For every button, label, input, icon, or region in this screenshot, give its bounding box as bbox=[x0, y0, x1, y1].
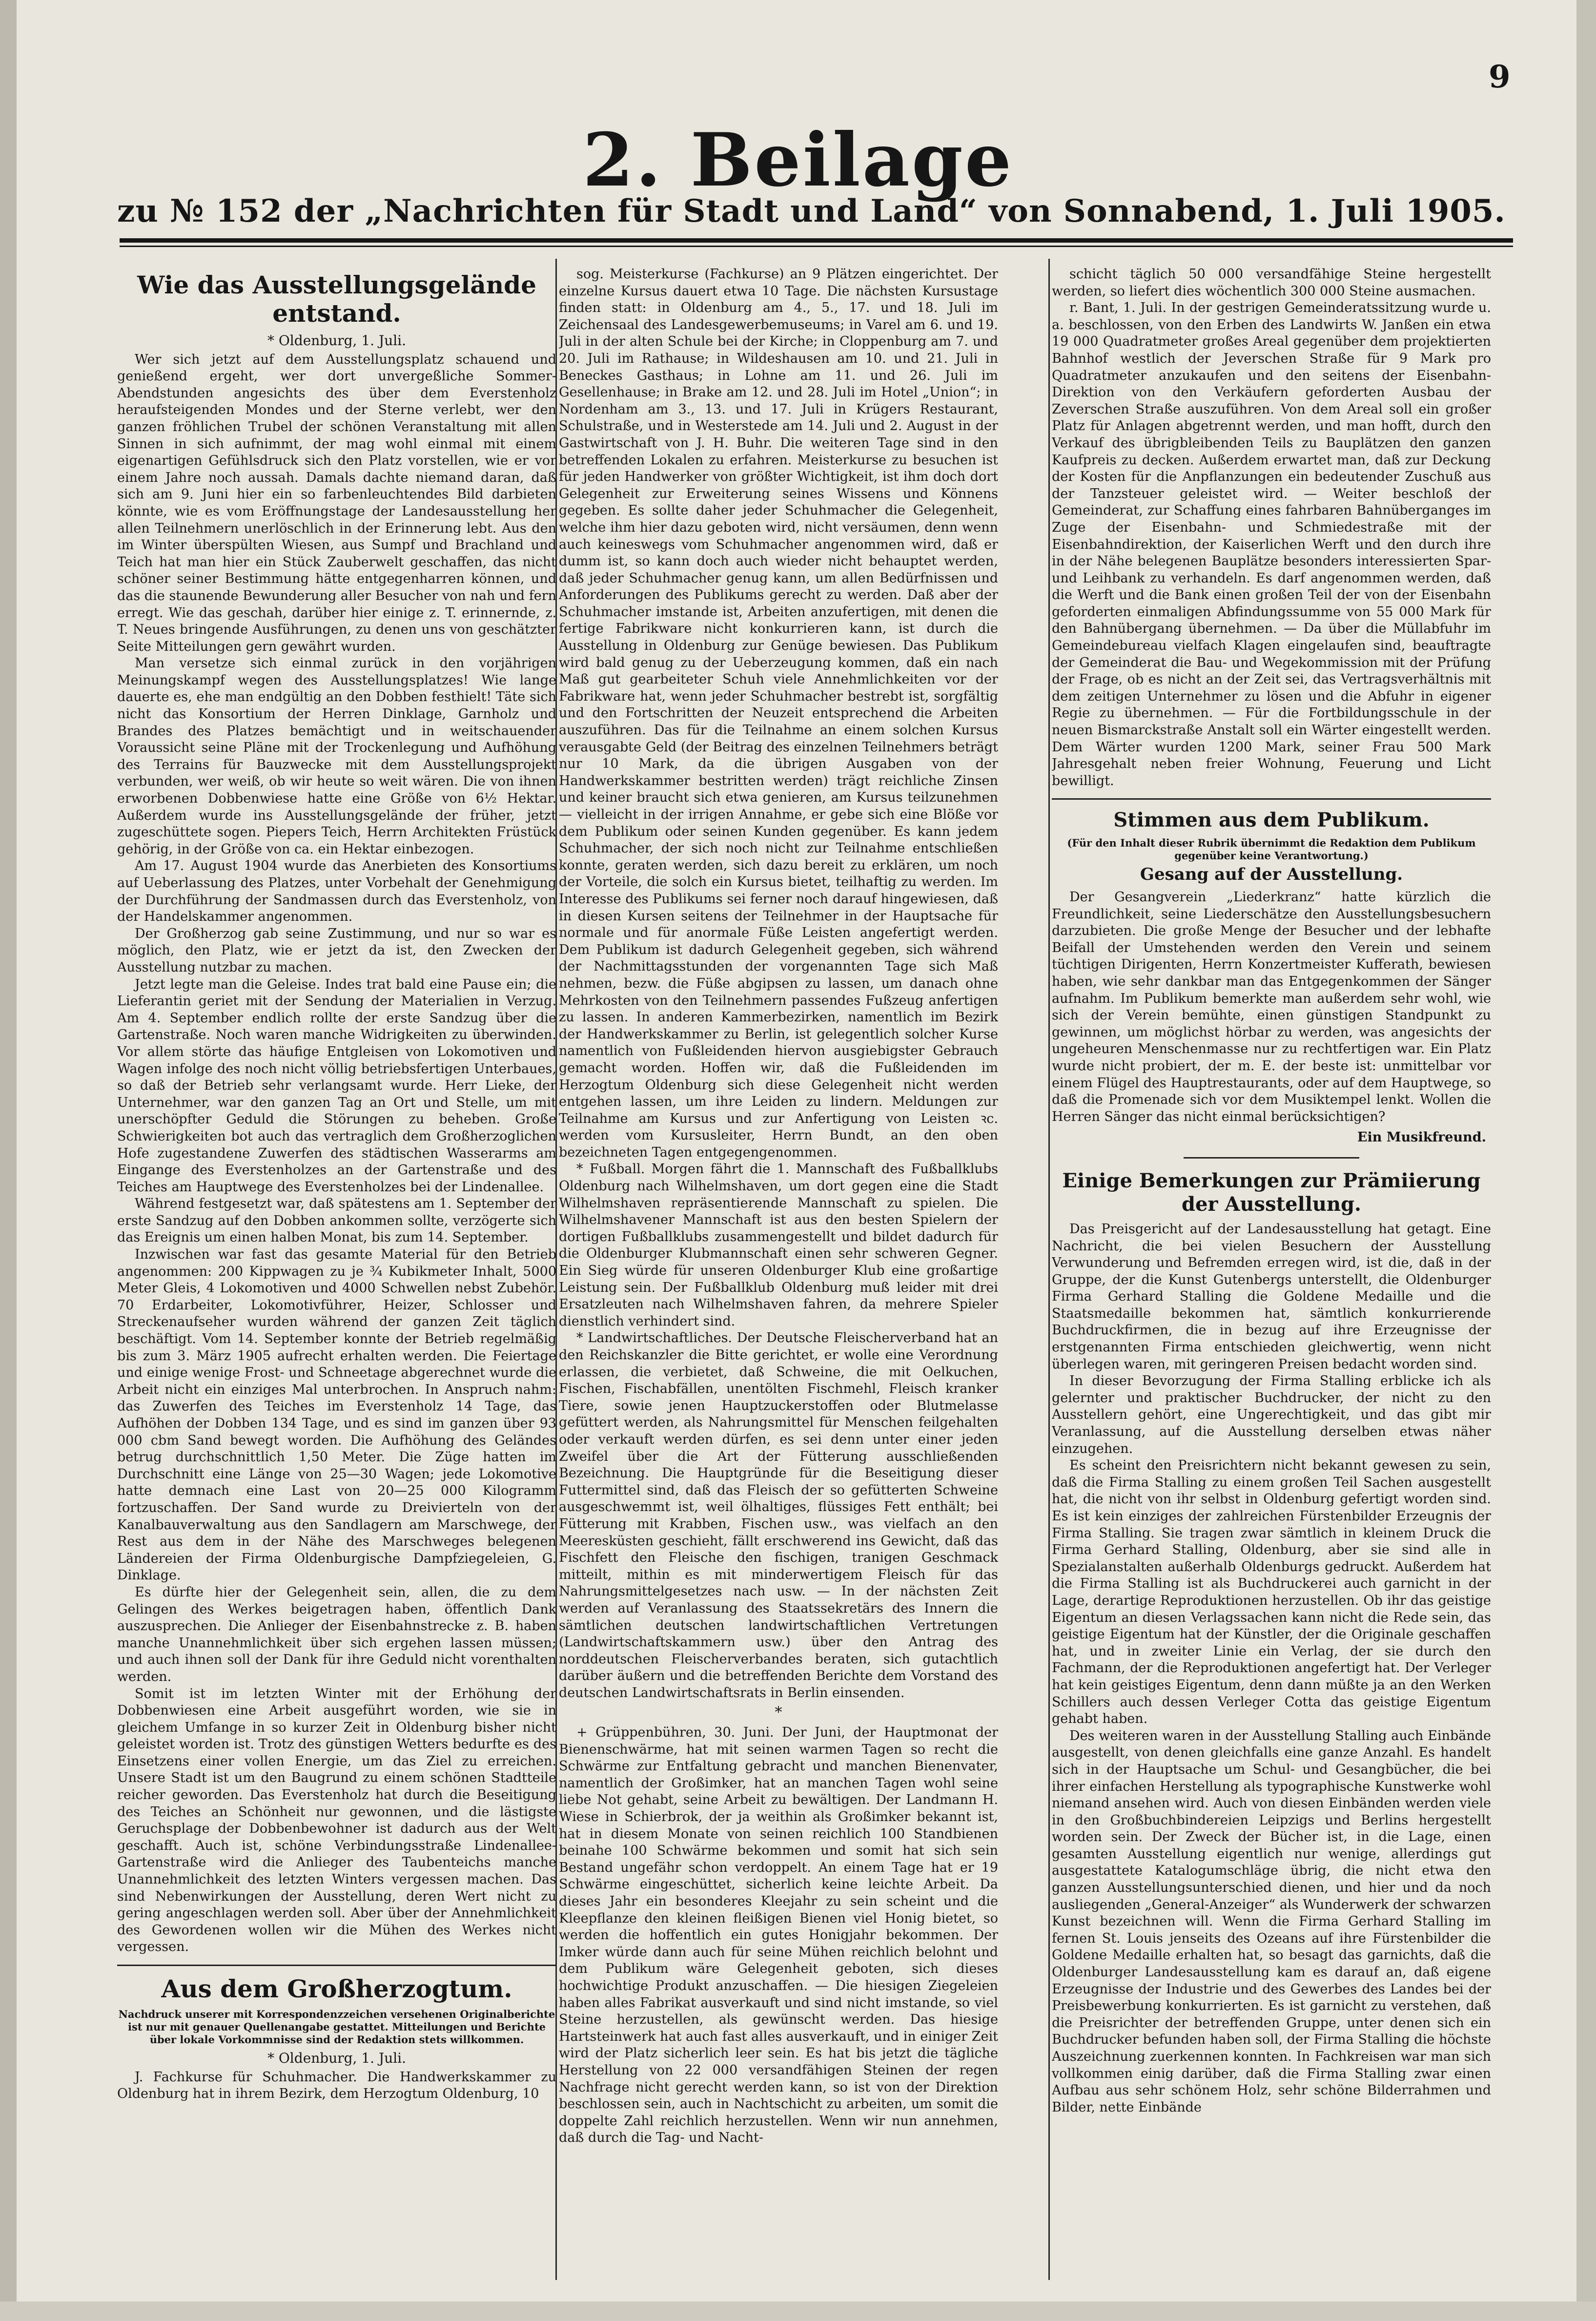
article-paragraph: Der Gesangverein „Liederkranz“ hatte kürzlich die Freundlichkeit, seine Liederschätze den Ausstellungsbesuchern darzubieten. Die große Menge der Besucher und der lebhafte Beifall der Umstehenden werden den Verein und seinem tüchtigen Dirigenten, Herrn Konzertmeister Kufferath, bewiesen haben, wie sehr dankbar man das Entgegenkommen der Sänger aufnahm. Im Publikum bemerkte man außerdem sehr wohl, wie sich der Verein bemühte, einen günstigen Standpunkt zu gewinnen, um möglichst hörbar zu werden, was angesichts der ungeheuren Menschenmasse nur zu rechtfertigen war. Ein Platz wurde nicht probiert, der m. E. der beste ist: unmittelbar vor einem Flügel des Hauptrestaurants, oder auf dem Hauptwege, so daß die Promenade sich vor dem Musiktempel lenkt. Wollen die Herren Sänger das nicht einmal berücksichtigen? bbox=[1052, 890, 1491, 1124]
article-paragraph: Inzwischen war fast das gesamte Material für den Betrieb angenommen: 200 Kippwagen zu je ¾ Kubikmeter Inhalt, 5000 Meter Gleis, 4 Lokomotiven und 4000 Schwellen nebst Zubehör. 70 Erdarbeiter, Lokomotivführer, Heizer, Schlosser und Streckenaufseher wurden während der ganzen Zeit täglich beschäftigt. Vom 14. September konnte der Betrieb regelmäßig bis zum 3. März 1905 aufrecht erhalten werden. Die Feiertage und einige wenige Frost- und Schneetage abgerechnet wurde die Arbeit nicht ein einziges Mal unterbrochen. In Anspruch nahm: das Zuwerfen des Teiches im Everstenholz 14 Tage, das Aufhöhen der Dobben 134 Tage, und es sind im ganzen über 93 000 cbm Sand bewegt worden. Die Aufhöhung des Geländes betrug durchschnittlich 1,50 Meter. Die Züge hatten im Durchschnitt eine Länge von 25—30 Wagen; jede Lokomotive hatte demnach eine Last von 20—25 000 Kilogramm fortzuschaffen. Der Sand wurde zu Dreivierteln von der Kanalbauverwaltung aus den Sandlagern am Marschwege, der Rest aus dem in der Nähe des Marschweges belegenen Ländereien der Firma Oldenburgische Dampfziegeleien, G. Dinklage. bbox=[117, 1247, 556, 1583]
scan-edge-right bbox=[1576, 0, 1596, 2321]
article-paragraph: Am 17. August 1904 wurde das Anerbieten des Konsortiums auf Ueberlassung des Platzes, unter Vorbehalt der Genehmigung der Durchführung der Sandmassen durch das Everstenholz, von der Handelskammer angenommen. bbox=[117, 858, 556, 925]
article-paragraph-grueppenbuehren: + Grüppenbühren, 30. Juni. Der Juni, der Hauptmonat der Bienenschwärme, hat mit seinen warmen Tagen so recht die Schwärme zur Entfaltung gebracht und manchen Bienenvater, namentlich der Großimker, hat an manchen Tagen wohl seine liebe Not gehabt, seine Arbeit zu bewältigen. Der Landmann H. Wiese in Schierbrok, der ja weithin als Großimker bekannt ist, hat in diesem Monate von seinen reichlich 100 Standbienen beinahe 100 Schwärme bekommen und somit hat sich sein Bestand ungefähr schon verdoppelt. An einem Tage hat er 19 Schwärme eingeschüttet, sicherlich keine leichte Arbeit. Da dieses Jahr ein besonderes Kleejahr zu sein scheint und die Kleepflanze den kleinen fleißigen Bienen viel Honig bietet, so werden die hoffentlich ein gutes Honigjahr bekommen. Der Imker würde dann auch für seine Mühen reichlich belohnt und dem Publikum wäre Gelegenheit geboten, sich dieses hochwichtige Produkt anzuschaffen. — Die hiesigen Ziegeleien haben alles Fabrikat ausverkauft und sind nicht imstande, so viel Steine herzustellen, als gewünscht werden. Das hiesige Hartsteinwerk hat auch fast alles ausverkauft, und in einiger Zeit wird der Platz sicherlich leer sein. Es hat bis jetzt die tägliche Herstellung von 22 000 versandfähigen Steinen der regen Nachfrage nicht gerecht werden kann, so ist von der Direktion beschlossen sein, auch in Nachtschicht zu arbeiten, um somit die doppelte Zahl reichlich herzustellen. Wenn wir nun annehmen, daß durch die Tag- und Nacht- bbox=[559, 1725, 998, 2146]
header-rule-thick bbox=[120, 238, 1513, 243]
section-rule bbox=[1052, 798, 1491, 800]
article-paragraph: In dieser Bevorzugung der Firma Stalling erblicke ich als gelernter und praktischer Buchdrucker, der nicht zu den Ausstellern gehört, eine Ungerechtigkeit, und das gibt mir Veranlassung, auf die Ausstellung derselben etwas näher einzugehen. bbox=[1052, 1373, 1491, 1456]
reprint-note: Nachdruck unserer mit Korrespondenzzeichen versehenen Originalberichte ist nur mit genauer Quellenangabe gestattet. Mitteilungen und Berichte über lokale Vorkommnisse sind der Redaktion stets willkommen. bbox=[118, 2008, 555, 2046]
scan-edge-left bbox=[0, 0, 17, 2321]
scan-edge-bottom bbox=[0, 2301, 1596, 2321]
article-paragraph: J. Fachkurse für Schuhmacher. Die Handwerkskammer zu Oldenburg hat in ihrem Bezirk, dem Herzogtum Oldenburg, 10 bbox=[117, 2069, 556, 2102]
article-paragraph: Es scheint den Preisrichtern nicht bekannt gewesen zu sein, daß die Firma Stalling zu einem großen Teil Sachen ausgestellt hat, die nicht von ihr selbst in Oldenburg gefertigt worden sind. Es ist kein einziges der zahlreichen Fürstenbilder Erzeugnis der Firma Stalling. Sie tragen zwar sämtlich in kleinem Druck die Firma Gerhard Stalling, Oldenburg, aber sie sind alle in Spezialanstalten außerhalb Oldenburgs gedruckt. Außerdem hat die Firma Stalling ist als Buchdruckerei auch garnicht in der Lage, derartige Reproduktionen herzustellen. Ob ihr das geistige Eigentum an diesen Verlagssachen kann nicht die Rede sein, das geistige Eigentum hat der Künstler, der die Originale geschaffen hat, und in zweiter Linie ein Verlag, der sie durch den Fachmann, der die Reproduktionen angefertigt hat. Der Verleger hat kein geistiges Eigentum, denn dann müßte ja an den Werken Schillers auch dessen Verleger Cotta das geistige Eigentum gehabt haben. bbox=[1052, 1458, 1491, 1727]
header-rule-thin bbox=[120, 246, 1513, 247]
section-title-stimmen: Stimmen aus dem Publikum. bbox=[1113, 808, 1430, 832]
article-title-ausstellungsgelaende: Wie das Ausstellungsgelände entstand. bbox=[137, 270, 536, 328]
column-2 bbox=[559, 266, 998, 2268]
column-divider-2 bbox=[1048, 259, 1050, 2280]
voices-disclaimer: (Für den Inhalt dieser Rubrik übernimmt die Redaktion dem Publikum gegenüber keine Verantwortung.) bbox=[1067, 837, 1476, 862]
subtitle-gesang: Gesang auf der Ausstellung. bbox=[1140, 865, 1403, 885]
article-paragraph: sog. Meisterkurse (Fachkurse) an 9 Plätzen eingerichtet. Der einzelne Kursus dauert etwa 10 Tage. Die nächsten Kursustage finden statt: in Oldenburg am 4., 5., 17. und 18. Juli im Zeichensaal des Landesgewerbemuseums; in Varel am 6. und 19. Juli in der alten Schule bei der Kirche; in Cloppenburg am 7. und 20. Juli im Rathause; in Wildeshausen am 10. und 21. Juli in Beneckes Gasthaus; in Lohne am 11. und 26. Juli im Gesellenhause; in Brake am 12. und 28. Juli im Hotel „Union“; in Nordenham am 3., 13. und 17. Juli in Krügers Restaurant, Schulstraße, und in Westerstede am 14. Juli und 2. August in der Gastwirtschaft von J. H. Buhr. Die weiteren Tage sind in den betreffenden Lokalen zu erfahren. Meisterkurse zu besuchen ist für jeden Handwerker von größter Wichtigkeit, ist ihm doch dort Gelegenheit zur Erweiterung seines Wissens und Könnens gegeben. Es sollte daher jeder Schuhmacher die Gelegenheit, welche ihm hier dazu geboten wird, nicht versäumen, denn wenn auch keineswegs vom Schuhmacher angenommen wird, daß er dumm ist, so kann doch auch wieder nicht behauptet werden, daß jeder Schuhmacher genug kann, um allen Bedürfnissen und Anforderungen des Publikums gerecht zu werden. Daß aber der Schuhmacher imstande ist, Arbeiten anzufertigen, mit denen die fertige Fabrikware nicht konkurrieren kann, ist durch die Ausstellung in Oldenburg zur Genüge bewiesen. Das Publikum wird bald genug zu der Ueberzeugung kommen, daß ein nach Maß gut gearbeiteter Schuh viele Annehmlichkeiten vor der Fabrikware hat, wenn jeder Schuhmacher bestrebt ist, sorgfältig und den Fortschritten der Neuzeit entsprechend die Arbeiten auszuführen. Das für die Teilnahme an einem solchen Kursus verausgabte Geld (der Beitrag des einzelnen Teilnehmers beträgt nur 10 Mark, da die übrigen Ausgaben von der Handwerkskammer bestritten werden) trägt reichliche Zinsen und keiner braucht sich etwa genieren, am Kursus teilzunehmen — vielleicht in der irrigen Annahme, er gebe sich eine Blöße vor dem Publikum oder seinen Kunden gegenüber. Es kann jedem Schuhmacher, der sich noch nicht zur Teilnahme entschließen konnte, geraten werden, sich dazu bereit zu erklären, um noch der Vorteile, die solch ein Kursus bietet, teilhaftig zu werden. Im Interesse des Publikums sei ferner noch darauf hingewiesen, daß in diesen Kursen seitens der Teilnehmer in der Hauptsache für normale und für anormale Füße Leisten angefertigt werden. Dem Publikum ist dadurch Gelegenheit gegeben, sich während der Nachmittagsstunden der vorgenannten Tage sich Maß nehmen, bezw. die Füße abgipsen zu lassen, um danach ohne Mehrkosten von den Teilnehmern passendes Fußzeug anfertigen zu lassen. In anderen Kammerbezirken, namentlich im Bezirk der Handwerkskammer zu Berlin, ist gelegentlich solcher Kurse namentlich von Fußleidenden hiervon ausgiebigster Gebrauch gemacht worden. Hoffen wir, daß die Fußleidenden im Herzogtum Oldenburg sich diese Gelegenheit nicht werden entgehen lassen, um ihre Leiden zu lindern. Meldungen zur Teilnahme am Kursus und zur Anfertigung von Leisten ꝛc. werden vom Kursusleiter, Herrn Bundt, an den oben bezeichneten Tagen entgegengenommen. bbox=[559, 267, 998, 1160]
article-paragraph: Der Großherzog gab seine Zustimmung, und nur so war es möglich, den Platz, wie er jetzt da ist, den Zwecken der Ausstellung nutzbar zu machen. bbox=[117, 926, 556, 975]
article-paragraph-landwirtschaft: * Landwirtschaftliches. Der Deutsche Fleischerverband hat an den Reichskanzler die Bitte gerichtet, er wolle eine Verordnung erlassen, die verbietet, daß Schweine, die mit Oelkuchen, Fischen, Fischabfällen, unentölten Fischmehl, Fleisch kranker Tiere, sowie jenen Hauptzuckerstoffen oder Blutmelasse gefüttert werden, als Nahrungsmittel für Menschen feilgehalten oder verkauft werden dürfen, es sei denn unter einer jeden Zweifel über die Art der Fütterung ausschließenden Bezeichnung. Die Hauptgründe für die Beseitigung dieser Futtermittel sind, daß das Fleisch der so gefütterten Schweine ausgeschwemmt ist, weil ölhaltiges, flüssiges Fett enthält; bei Fütterung mit Krabben, Fischen usw., was vielfach an den Meeresküsten geschieht, fällt erschwerend ins Gewicht, daß das Fischfett den Fleische den fischigen, tranigen Geschmack mitteilt, mithin es mit minderwertigem Fleisch für das Nahrungsmittelgesetzes nach usw. — In der nächsten Zeit werden auf Veranlassung des Staatssekretärs des Innern die sämtlichen deutschen landwirtschaftlichen Vertretungen (Landwirtschaftskammern usw.) über den Antrag des norddeutschen Fleischerverbandes beraten, sich gutachtlich darüber äußern und die betreffenden Berichte dem Vorstand des deutschen Landwirtschaftsrats in Berlin einsenden. bbox=[559, 1330, 998, 1700]
section-rule-short bbox=[1184, 1157, 1359, 1159]
article-paragraph: Des weiteren waren in der Ausstellung Stalling auch Einbände ausgestellt, von denen gleichfalls eine ganze Anzahl. Es handelt sich in der Hauptsache um Schul- und Gesangbücher, die bei ihrer einfachen Herstellung als typographische Kunstwerke wohl niemand ansehen wird. Auch von diesen Einbänden werden viele in den Großbuchbindereien Leipzigs und Berlins hergestellt worden sein. Der Zweck der Bücher ist, in die Lage, einen gesamten Ausstellung eigentlich nur wenige, allerdings gut ausgestattete Katalogumschläge übrig, die nicht etwa den ganzen Ausstellungsunterschied dienen, und hier und da noch ausliegenden „General-Anzeiger“ als Wunderwerk der schwarzen Kunst bezeichnen will. Wenn die Firma Gerhard Stalling im fernen St. Louis jenseits des Ozeans auf ihre Fürstenbilder die Goldene Medaille erhalten hat, so besagt das garnichts, daß die Oldenburger Landesausstellung kam es darauf an, daß eigene Erzeugnisse der Industrie und des Gewerbes des Landes bei der Preisbewerbung konkurrierten. Es ist garnicht zu verstehen, daß die Preisrichter der betreffenden Gruppe, unter denen sich ein Buchdrucker befunden haben soll, der Firma Stalling die höchste Auszeichnung zuerkennen konnten. In Fachkreisen war man sich vollkommen einig darüber, daß die Firma Stalling zwar einen Aufbau aus sehr schönem Holz, sehr schöne Bilderrahmen und Bilder, nette Einbände bbox=[1052, 1728, 1491, 2115]
article-paragraph: Man versetze sich einmal zurück in den vorjährigen Meinungskampf wegen des Ausstellungsplatzes! Wie lange dauerte es, ehe man endgültig an den Dobben festhielt! Täte sich nicht das Konsortium der Herren Dinklage, Garnholz und Brandes des Platzes bemächtigt und in weitschauender Voraussicht seine Pläne mit der Trockenlegung und Aufhöhung des Terrains für Bauzwecke mit dem Ausstellungsprojekt verbunden, wer weiß, ob wir heute so weit wären. Die von ihnen erworbenen Dobbenwiese hatte eine Größe von 6½ Hektar. Außerdem wurde ins Ausstellungsgelände der früher, jetzt zugeschüttete sogen. Piepers Teich, Herrn Architekten Früstück gehörig, in der Größe von ca. ein Hektar einbezogen. bbox=[117, 656, 556, 857]
column-3 bbox=[1052, 266, 1491, 2268]
issue-line: zu № 152 der „Nachrichten für Stadt und Land“ von Sonnabend, 1. Juli 1905. bbox=[117, 193, 1506, 229]
page-number: 9 bbox=[1489, 59, 1511, 95]
article-paragraph-bant: r. Bant, 1. Juli. In der gestrigen Gemeinderatssitzung wurde u. a. beschlossen, von den Erben des Landwirts W. Janßen ein etwa 19 000 Quadratmeter großes Areal gegenüber dem projektierten Bahnhof westlich der Jeverschen Straße für 9 Mark pro Quadratmeter anzukaufen und den seitens der Eisenbahn-Direktion von den Verkäufern geforderten Ausbau der Zeverschen Straße auszuführen. Von dem Areal soll ein großer Platz für Anlagen abgetrennt werden, und man hofft, durch den Verkauf des übrigbleibenden Teils zu Bauplätzen den ganzen Kaufpreis zu decken. Außerdem erwartet man, daß zur Deckung der Kosten für die Anpflanzungen ein bedeutender Zuschuß aus der Tanzsteuer geleistet wird. — Weiter beschloß der Gemeinderat, zur Schaffung eines fahrbaren Bahnüberganges im Zuge der Eisenbahn- und Schmiedestraße mit der Eisenbahndirektion, der Kaiserlichen Werft und den durch ihre in der Nähe belegenen Bauplätze besonders interessierten Spar- und Leihbank zu verhandeln. Es darf angenommen werden, daß die Werft und die Bank einen großen Teil der von der Eisenbahn geforderten einmaligen Abfindungssumme von 55 000 Mark für den Bahnübergang übernehmen. — Da über die Müllabfuhr im Gemeindebureau vielfach Klagen eingelaufen sind, beauftragte der Gemeinderat die Bau- und Wegekommission mit der Prüfung der Frage, ob es nicht an der Zeit sei, das Vertragsverhältnis mit dem zeitigen Unternehmer zu lösen und die Abfuhr in eigener Regie zu übernehmen. — Für die Fortbildungsschule in der neuen Bismarckstraße Anstalt soll ein Wärter eingestellt werden. Dem Wärter wurden 1200 Mark, seiner Frau 500 Mark Jahresgehalt neben freier Wohnung, Feuerung und Licht bewilligt. bbox=[1052, 300, 1491, 788]
signature: Ein Musikfreund. bbox=[1357, 1130, 1486, 1145]
article-paragraph: schicht täglich 50 000 versandfähige Steine hergestellt werden, so liefert dies wöchentlich 300 000 Steine ausmachen. bbox=[1052, 267, 1491, 299]
section-rule bbox=[117, 1965, 556, 1966]
article-paragraph-fussball: * Fußball. Morgen fährt die 1. Mannschaft des Fußballklubs Oldenburg nach Wilhelmshaven, um dort gegen eine die Stadt Wilhelmshaven repräsentierende Mannschaft zu spielen. Die Wilhelmshavener Mannschaft ist aus den besten Spielern der dortigen Fußballklubs zusammengestellt und bildet dadurch für die Oldenburger Klubmannschaft einen sehr schweren Gegner. Ein Sieg würde für unseren Oldenburger Klub eine großartige Leistung sein. Der Fußballklub Oldenburg muß leider mit drei Ersatzleuten nach Wilhelmshaven fahren, da mehrere Spieler dienstlich verhindert sind. bbox=[559, 1161, 998, 1329]
article-paragraph: Es dürfte hier der Gelegenheit sein, allen, die zu dem Gelingen des Werkes beigetragen haben, öffentlich Dank auszusprechen. Die Anlieger der Eisenbahnstrecke z. B. haben manche Unannehmlichkeit über sich ergehen lassen müssen; und auch ihnen soll der Dank für ihre Geduld nicht vorenthalten werden. bbox=[117, 1584, 556, 1684]
article-paragraph: Wer sich jetzt auf dem Ausstellungsplatz schauend und genießend ergeht, wer dort unvergeßliche Sommer-Abendstunden angesichts des über dem Everstenholz heraufsteigenden Mondes und der Sterne verlebt, wer den ganzen fröhlichen Trubel der schönen Veranstaltung mit allen Sinnen in sich aufnimmt, der mag wohl einmal mit einem eigenartigen Gefühlsdruck sich den Platz vorstellen, wie er vor einem Jahre noch aussah. Damals dachte niemand daran, daß sich am 9. Juni hier ein so farbenleuchtendes Bild darbieten könnte, wie es vom Eröffnungstage der Landesausstellung her allen Teilnehmern unerlöschlich in der Erinnerung lebt. Aus den im Winter überspülten Wiesen, aus Sumpf und Brachland und Teich hat man hier ein Stück Zauberwelt geschaffen, das nicht schöner seiner Bestimmung hätte entgegenharren können, und das die staunende Bewunderung aller Besucher von nah und fern erregt. Wie das geschah, darüber hier einige z. T. erinnernde, z. T. Neues bringende Ausführungen, zu denen uns von geschätzter Seite Mitteilungen gern gewährt wurden. bbox=[117, 352, 556, 654]
separator-star: * bbox=[775, 1704, 782, 1721]
column-1 bbox=[117, 266, 556, 2268]
section-dateline: * Oldenburg, 1. Juli. bbox=[267, 2050, 407, 2066]
article-paragraph: Jetzt legte man die Geleise. Indes trat bald eine Pause ein; die Lieferantin geriet mit der Sendung der Materialien in Verzug. Am 4. September endlich rollte der erste Sandzug über die Gartenstraße. Noch waren manche Widrigkeiten zu überwinden. Vor allem störte das häufige Entgleisen von Lokomotiven und Wagen infolge des noch nicht völlig betriebsfertigen Unterbaues, so daß der Betrieb sehr verlangsamt wurde. Herr Lieke, der Unternehmer, war den ganzen Tag an Ort und Stelle, um mit unerschöpfter Geduld die Störungen zu beheben. Große Schwierigkeiten bot auch das vertraglich dem Großherzoglichen Hofe zugestandene Zuwerfen des städtischen Wasserarms am Eingange des Everstenholzes an der Gartenstraße und des Teiches am Hauptwege des Everstenholzes bei der Lindenallee. bbox=[117, 976, 556, 1195]
supplement-title: 2. Beilage bbox=[582, 117, 1014, 203]
article-paragraph: Während festgesetzt war, daß spätestens am 1. September der erste Sandzug auf den Dobben ankommen sollte, verzögerte sich das Ereignis um einen halben Monat, bis zum 14. September. bbox=[117, 1196, 556, 1245]
article-paragraph: Somit ist im letzten Winter mit der Erhöhung der Dobbenwiesen eine Arbeit ausgeführt worden, wie sie in gleichem Umfange in so kurzer Zeit in Oldenburg bisher nicht geleistet worden ist. Trotz des günstigen Wetters bedurfte es des Einsetzens einer vollen Energie, um das Ziel zu erreichen. Unsere Stadt ist um den Baugrund zu einem schönen Stadtteile reicher geworden. Das Everstenholz hat durch die Beseitigung des Teiches an Schönheit nur gewonnen, und die lästigste Geruchsplage der Dobbenbewohner ist dadurch aus der Welt geschafft. Auch ist, schöne Verbindungsstraße Lindenallee-Gartenstraße wird die Anlieger des Taubenteichs manche Unannehmlichkeit des letzten Winters vergessen machen. Das sind Nebenwirkungen der Ausstellung, deren Wert nicht zu gering angeschlagen werden soll. Aber über der Annehmlichkeit des Gewordenen wollen wir die Mühen des Werkes nicht vergessen. bbox=[117, 1686, 556, 1955]
article-title-praemiierung: Einige Bemerkungen zur Prämiierung der Ausstellung. bbox=[1062, 1169, 1481, 1216]
article-paragraph: Das Preisgericht auf der Landesausstellung hat getagt. Eine Nachricht, die bei vielen Besuchern der Ausstellung Verwunderung und Befremden erregen wird, ist die, daß in der Gruppe, der die Kunst Gutenbergs unterstellt, die Oldenburger Firma Gerhard Stalling die Goldene Medaille und die Staatsmedaille bekommen hat, sämtlich konkurrierende Buchdruckfirmen, die in bezug auf ihre Erzeugnisse der erstgenannten Firma entschieden gleichwertig, wenn nicht überlegen waren, mit geringeren Preisen bedacht worden sind. bbox=[1052, 1221, 1491, 1372]
article-dateline: * Oldenburg, 1. Juli. bbox=[267, 332, 407, 349]
section-title-grossherzogtum: Aus dem Großherzogtum. bbox=[161, 1974, 512, 2003]
